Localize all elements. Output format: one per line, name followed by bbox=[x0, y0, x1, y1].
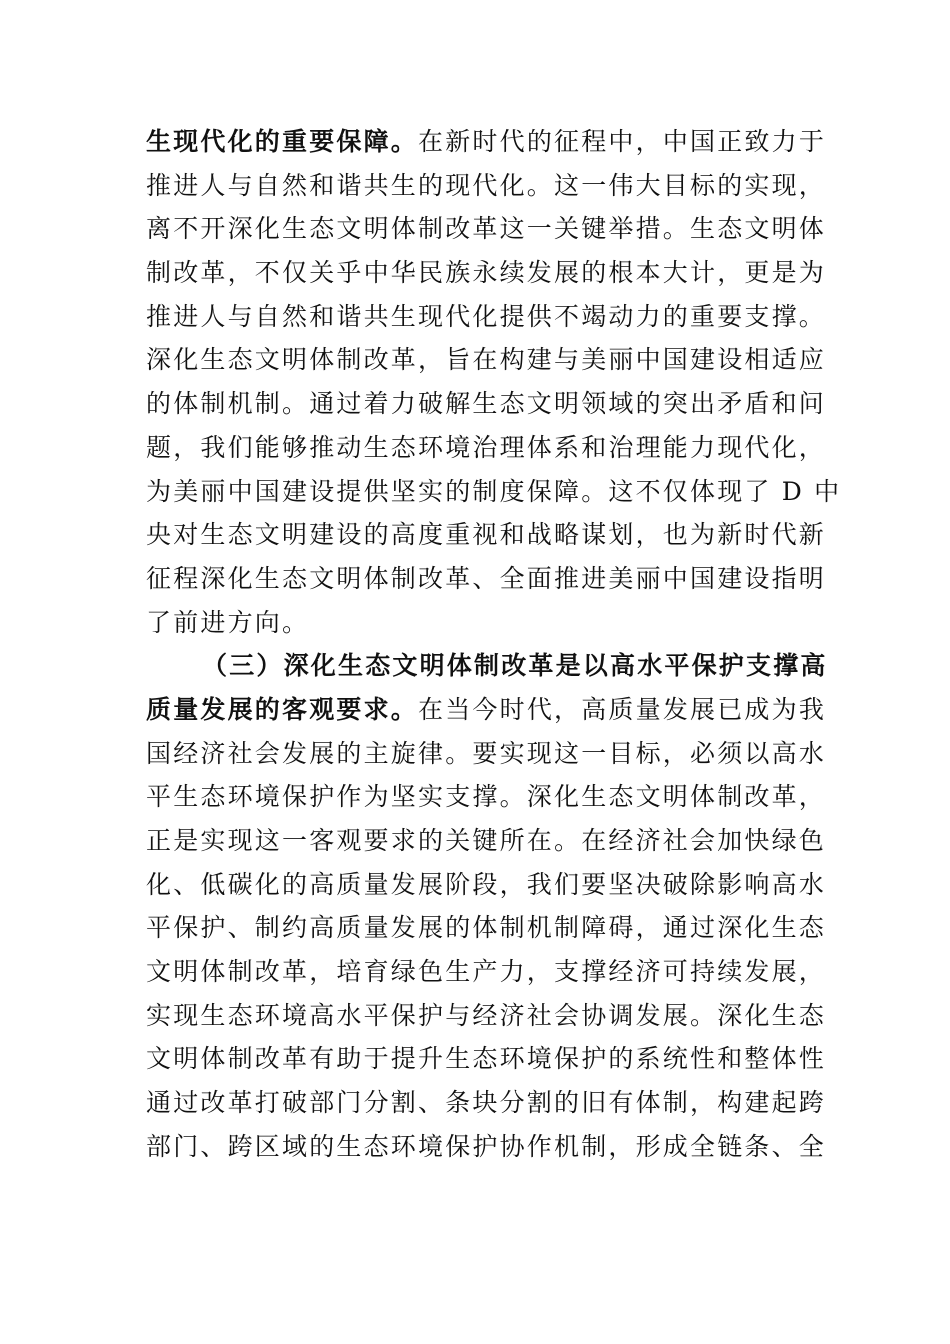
text-line: 文明体制改革有助于提升生态环境保护的系统性和整体性 bbox=[146, 1044, 827, 1074]
line-text: 在当今时代，高质量发展已成为我 bbox=[418, 694, 827, 724]
text-line: 化、低碳化的高质量发展阶段，我们要坚决破除影响高水 bbox=[146, 869, 827, 899]
text-line: 平生态环境保护作为坚实支撑。深化生态文明体制改革， bbox=[146, 782, 827, 812]
text-line: 文明体制改革，培育绿色生产力，支撑经济可持续发展， bbox=[146, 957, 827, 987]
text-line: 的体制机制。通过着力破解生态文明领域的突出矛盾和问 bbox=[146, 389, 827, 419]
bold-heading-text: 生现代化的重要保障。 bbox=[146, 127, 419, 156]
text-line bbox=[146, 120, 827, 164]
text-line: 题，我们能够推动生态环境治理体系和治理能力现代化， bbox=[146, 432, 827, 462]
text-line: 平保护、制约高质量发展的体制机制障碍，通过深化生态 bbox=[146, 913, 827, 943]
text-line: 部门、跨区域的生态环境保护协作机制，形成全链条、全 bbox=[146, 1131, 827, 1161]
bold-heading-text: 质量发展的客观要求。 bbox=[146, 694, 419, 724]
section-heading: （三）深化生态文明体制改革是以高水平保护支撑高 bbox=[202, 651, 828, 681]
text-line bbox=[146, 688, 827, 732]
text-line: 离不开深化生态文明体制改革这一关键举措。生态文明体 bbox=[146, 214, 827, 244]
text-line: 了前进方向。 bbox=[146, 607, 310, 637]
text-line: 推进人与自然和谐共生现代化提供不竭动力的重要支撑。 bbox=[146, 301, 827, 331]
text-line: 深化生态文明体制改革，旨在构建与美丽中国建设相适应 bbox=[146, 345, 827, 375]
text-line: 制改革，不仅关乎中华民族永续发展的根本大计，更是为 bbox=[146, 258, 827, 288]
line-text: 在新时代的征程中，中国正致力于 bbox=[418, 127, 827, 156]
text-line: 国经济社会发展的主旋律。要实现这一目标，必须以高水 bbox=[146, 738, 827, 768]
text-line: 为美丽中国建设提供坚实的制度保障。这不仅体现了 D 中 bbox=[146, 476, 842, 506]
text-line: 通过改革打破部门分割、条块分割的旧有体制，构建起跨 bbox=[146, 1088, 827, 1118]
text-line: 正是实现这一客观要求的关键所在。在经济社会加快绿色 bbox=[146, 826, 827, 855]
text-line: 推进人与自然和谐共生的现代化。这一伟大目标的实现， bbox=[146, 170, 827, 200]
body-text bbox=[146, 120, 842, 1169]
text-line: 实现生态环境高水平保护与经济社会协调发展。深化生态 bbox=[146, 1000, 827, 1030]
text-line: 征程深化生态文明体制改革、全面推进美丽中国建设指明 bbox=[146, 563, 827, 593]
text-line: 央对生态文明建设的高度重视和战略谋划，也为新时代新 bbox=[146, 520, 827, 550]
